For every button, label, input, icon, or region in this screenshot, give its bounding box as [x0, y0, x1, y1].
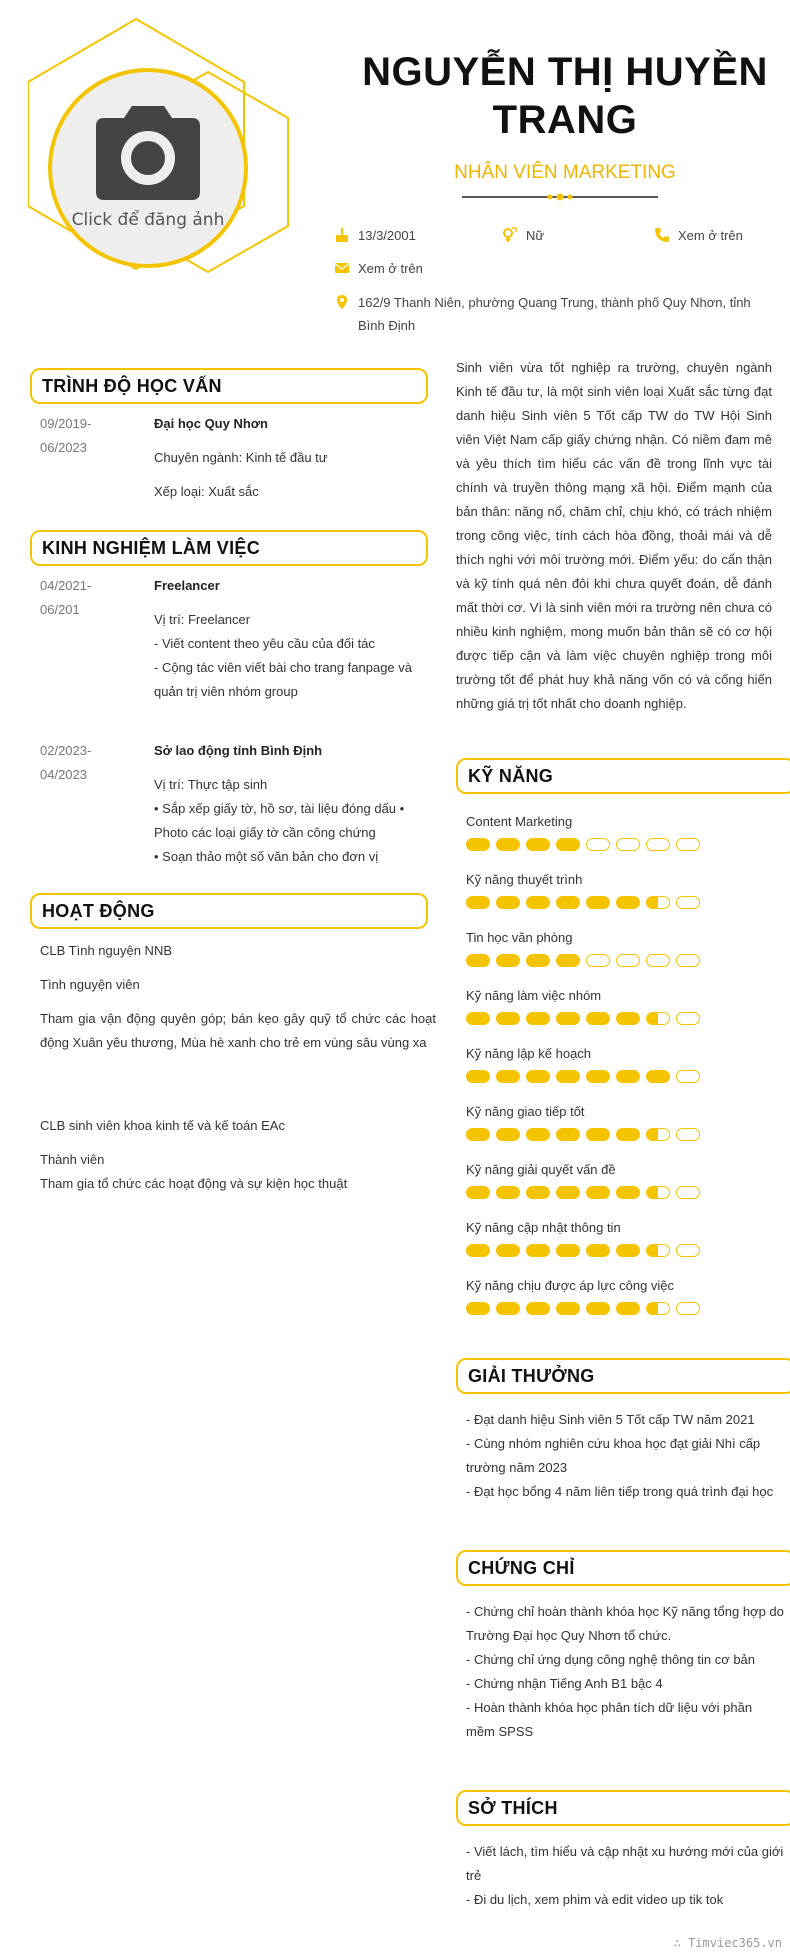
skill-level-segment — [466, 1302, 490, 1315]
experience-line: Vị trí: Thực tập sinh — [154, 777, 268, 792]
skill-level-segment — [526, 954, 550, 967]
certificate-item: - Chứng chỉ ứng dụng công nghệ thông tin cơ bản — [466, 1652, 756, 1667]
skill-name: Kỹ năng lập kế hoạch — [466, 1046, 592, 1061]
activity-org: CLB sinh viên khoa kinh tế và kế toán EAc — [40, 1118, 285, 1133]
gender-icon — [502, 227, 518, 243]
skill-level-bar — [466, 1302, 766, 1315]
skill-level-segment — [616, 838, 640, 851]
email-info — [334, 257, 534, 280]
activity-entry — [40, 939, 436, 1055]
skill-level-segment — [616, 1012, 640, 1025]
skill-level-segment — [526, 838, 550, 851]
skill-level-segment — [586, 954, 610, 967]
period-end: 04/2023 — [40, 767, 87, 782]
birthday-value: 13/3/2001 — [358, 228, 416, 243]
skill-level-segment — [586, 896, 610, 909]
awards-list — [466, 1408, 784, 1504]
skill-level-segment — [466, 1128, 490, 1141]
skill-level-bar — [466, 896, 766, 909]
skill-level-segment — [556, 896, 580, 909]
period-start: 04/2021- — [40, 578, 92, 593]
phone-value: Xem ở trên — [678, 228, 743, 243]
skill-level-segment — [556, 1302, 580, 1315]
activity-desc: Tham gia vận động quyên góp; bán kẹo gây quỹ tổ chức các hoạt động Xuân yêu thương, Mùa hè xanh cho trẻ em vùng sâu vùng xa — [40, 1011, 436, 1050]
hobby-item: - Viết lách, tìm hiểu và cập nhật xu hướng mới của giới trẻ — [466, 1844, 784, 1883]
skill-level-bar — [466, 1186, 766, 1199]
education-heading: TRÌNH ĐỘ HỌC VẤN — [30, 368, 428, 404]
phone-info — [654, 224, 774, 247]
address-info — [334, 291, 774, 337]
skill-level-segment — [616, 1302, 640, 1315]
profile-photo-upload[interactable] — [48, 68, 248, 268]
skill-level-segment — [646, 1012, 670, 1025]
skill-level-segment — [646, 1302, 670, 1315]
skill-level-bar — [466, 1012, 766, 1025]
experience-line: Vị trí: Freelancer — [154, 612, 251, 627]
birthday-info — [334, 224, 474, 247]
experience-line: • Sắp xếp giấy tờ, hồ sơ, tài liệu đóng dấu • Photo các loại giấy tờ cần công chứng — [154, 801, 405, 840]
skill-level-segment — [556, 1128, 580, 1141]
skill-level-segment — [526, 1302, 550, 1315]
education-grade: Xếp loại: Xuất sắc — [154, 484, 259, 499]
birthday-cake-icon — [334, 227, 350, 243]
skill-level-segment — [466, 1012, 490, 1025]
skill-level-segment — [586, 1070, 610, 1083]
skill-level-bar — [466, 954, 766, 967]
watermark-text: Timviec365.vn — [688, 1936, 782, 1950]
experience-period — [40, 574, 140, 622]
skill-name: Content Marketing — [466, 814, 573, 829]
skill-level-segment — [496, 896, 520, 909]
skill-level-segment — [676, 1128, 700, 1141]
certificates-list — [466, 1600, 784, 1744]
skill-level-segment — [646, 954, 670, 967]
activity-entry — [40, 1114, 436, 1196]
skill-level-segment — [496, 1128, 520, 1141]
skill-level-segment — [586, 1012, 610, 1025]
activity-desc: Tham gia tổ chức các hoạt động và sự kiện học thuật — [40, 1176, 348, 1191]
hobbies-list — [466, 1840, 784, 1912]
skill-level-segment — [496, 954, 520, 967]
awards-heading: GIẢI THƯỞNG — [456, 1358, 790, 1394]
skill-row — [466, 1160, 766, 1218]
experience-heading: KINH NGHIỆM LÀM VIỆC — [30, 530, 428, 566]
education-entry — [154, 412, 430, 504]
skill-level-segment — [586, 838, 610, 851]
skill-level-segment — [586, 1128, 610, 1141]
watermark: ∴ Timviec365.vn — [673, 1936, 782, 1950]
hobby-item: - Đi du lịch, xem phim và edit video up tik tok — [466, 1892, 724, 1907]
skill-level-segment — [466, 1070, 490, 1083]
skill-level-segment — [586, 1244, 610, 1257]
skill-row — [466, 1218, 766, 1276]
skill-row — [466, 812, 766, 870]
skill-level-segment — [496, 838, 520, 851]
photo-upload-label: Click để đăng ảnh — [71, 210, 225, 230]
company-name: Sở lao động tỉnh Bình Định — [154, 743, 323, 758]
skill-level-segment — [466, 1244, 490, 1257]
map-pin-icon — [334, 294, 350, 310]
experience-line: - Viết content theo yêu cầu của đối tác — [154, 636, 375, 651]
experience-entry — [154, 574, 438, 704]
experience-period — [40, 739, 140, 787]
skill-level-segment — [676, 954, 700, 967]
period-end: 06/201 — [40, 602, 80, 617]
skill-level-segment — [556, 838, 580, 851]
skill-level-segment — [616, 954, 640, 967]
skill-row — [466, 1102, 766, 1160]
skill-level-segment — [646, 838, 670, 851]
skill-level-segment — [586, 1186, 610, 1199]
skill-level-segment — [556, 1244, 580, 1257]
skill-level-segment — [556, 1186, 580, 1199]
activity-org: CLB Tình nguyện NNB — [40, 943, 172, 958]
skill-level-segment — [526, 1012, 550, 1025]
company-name: Freelancer — [154, 578, 220, 593]
activity-role: Tình nguyện viên — [40, 977, 140, 992]
skill-level-segment — [676, 1244, 700, 1257]
skill-name: Kỹ năng chịu được áp lực công việc — [466, 1278, 675, 1293]
school-name: Đại học Quy Nhơn — [154, 416, 268, 431]
skill-row — [466, 1276, 766, 1334]
education-period — [40, 412, 140, 460]
skill-level-segment — [496, 1186, 520, 1199]
email-value: Xem ở trên — [358, 261, 423, 276]
skills-list — [466, 812, 766, 1334]
title-divider — [462, 192, 658, 202]
activity-role: Thành viên — [40, 1152, 105, 1167]
gender-info — [502, 224, 602, 247]
skill-level-segment — [676, 1070, 700, 1083]
skill-level-segment — [466, 1186, 490, 1199]
career-summary: Sinh viên vừa tốt nghiệp ra trường, chuyên ngành Kinh tế đầu tư, là một sinh viên loại Xuất sắc từng đạt danh hiệu Sinh viên 5 Tốt cấp TW do TW Hội Sinh viên Việt Nam cấp giấy chứng nhận. Có niềm đam mê và yêu thích tìm hiểu các vấn đề trong lĩnh vực tài chính và truyền thông mạng xã hội. Điểm mạnh của bản thân: năng nổ, chăm chỉ, chịu khó, có trách nhiệm trong công việc, tính cách hòa đồng, thoải mái và dễ thích nghi với môi trường mới. Điểm yếu: do cẩn thận và kỹ tính quá nên đôi khi chưa quyết đoán, dễ đánh mất thời cơ. Vì là sinh viên mới ra trường nên chưa có nhiều kinh nghiệm, mong muốn bản thân sẽ có cơ hội được tiếp cận và làm việc chuyên nghiệp trong môi trường tốt để phát huy khả năng vốn có và cống hiến những giá trị tốt nhất cho doanh nghiệp. — [456, 360, 772, 711]
hobbies-heading: SỞ THÍCH — [456, 1790, 790, 1826]
skill-level-bar — [466, 1070, 766, 1083]
skill-name: Kỹ năng làm việc nhóm — [466, 988, 602, 1003]
skill-level-segment — [556, 1070, 580, 1083]
skill-row — [466, 986, 766, 1044]
skill-row — [466, 1044, 766, 1102]
skill-row — [466, 870, 766, 928]
job-title: NHÂN VIÊN MARKETING — [454, 162, 676, 183]
skill-level-segment — [676, 896, 700, 909]
period-end: 06/2023 — [40, 440, 87, 455]
skill-level-segment — [676, 1012, 700, 1025]
certificate-item: - Hoàn thành khóa học phân tích dữ liệu với phần mềm SPSS — [466, 1700, 753, 1739]
skill-level-bar — [466, 838, 766, 851]
award-item: - Đạt học bổng 4 năm liên tiếp trong quá trình đại học — [466, 1484, 774, 1499]
skill-level-segment — [526, 1070, 550, 1083]
activities-heading: HOẠT ĐỘNG — [30, 893, 428, 929]
skill-level-bar — [466, 1128, 766, 1141]
experience-entry — [154, 739, 438, 869]
address-value: 162/9 Thanh Niên, phường Quang Trung, thành phố Quy Nhơn, tỉnh Bình Định — [358, 295, 751, 333]
skill-name: Tin học văn phòng — [466, 930, 573, 945]
skill-level-segment — [646, 1186, 670, 1199]
gender-value: Nữ — [526, 228, 545, 243]
skill-name: Kỹ năng giải quyết vấn đề — [466, 1162, 616, 1177]
camera-icon — [88, 104, 208, 204]
skill-row — [466, 928, 766, 986]
skill-name: Kỹ năng thuyết trình — [466, 872, 583, 887]
experience-line: • Soạn thảo một số văn bản cho đơn vị — [154, 849, 379, 864]
skill-level-segment — [586, 1302, 610, 1315]
experience-line: - Cộng tác viên viết bài cho trang fanpage và quản trị viên nhóm group — [154, 660, 412, 699]
skill-level-segment — [616, 1070, 640, 1083]
skill-level-segment — [496, 1070, 520, 1083]
certificates-heading: CHỨNG CHỈ — [456, 1550, 790, 1586]
skill-level-segment — [616, 1244, 640, 1257]
skill-level-segment — [676, 1186, 700, 1199]
skill-level-segment — [616, 1186, 640, 1199]
award-item: - Cùng nhóm nghiên cứu khoa học đạt giải Nhì cấp trường năm 2023 — [466, 1436, 761, 1475]
skill-level-segment — [646, 896, 670, 909]
skill-level-segment — [466, 954, 490, 967]
skill-level-segment — [496, 1302, 520, 1315]
skill-level-segment — [616, 896, 640, 909]
skill-level-segment — [616, 1128, 640, 1141]
skill-level-bar — [466, 1244, 766, 1257]
skill-level-segment — [526, 1186, 550, 1199]
skill-level-segment — [556, 1012, 580, 1025]
skill-name: Kỹ năng giao tiếp tốt — [466, 1104, 585, 1119]
skill-level-segment — [676, 838, 700, 851]
skill-level-segment — [676, 1302, 700, 1315]
skills-heading: KỸ NĂNG — [456, 758, 790, 794]
skill-level-segment — [526, 896, 550, 909]
period-start: 02/2023- — [40, 743, 92, 758]
email-icon — [334, 260, 350, 276]
skill-level-segment — [496, 1244, 520, 1257]
skill-level-segment — [466, 838, 490, 851]
skill-level-segment — [466, 896, 490, 909]
phone-icon — [654, 227, 670, 243]
award-item: - Đạt danh hiệu Sinh viên 5 Tốt cấp TW năm 2021 — [466, 1412, 755, 1427]
skill-level-segment — [526, 1128, 550, 1141]
period-start: 09/2019- — [40, 416, 92, 431]
certificate-item: - Chứng nhận Tiếng Anh B1 bậc 4 — [466, 1676, 663, 1691]
skill-level-segment — [496, 1012, 520, 1025]
skill-level-segment — [646, 1070, 670, 1083]
skill-level-segment — [526, 1244, 550, 1257]
certificate-item: - Chứng chỉ hoàn thành khóa học Kỹ năng tổng hợp do Trường Đại học Quy Nhơn tổ chức. — [466, 1604, 784, 1643]
skill-level-segment — [646, 1244, 670, 1257]
skill-name: Kỹ năng cập nhật thông tin — [466, 1220, 621, 1235]
candidate-name: NGUYỄN THỊ HUYỀN TRANG — [362, 50, 768, 142]
education-major: Chuyên ngành: Kinh tế đầu tư — [154, 450, 328, 465]
skill-level-segment — [646, 1128, 670, 1141]
skill-level-segment — [556, 954, 580, 967]
